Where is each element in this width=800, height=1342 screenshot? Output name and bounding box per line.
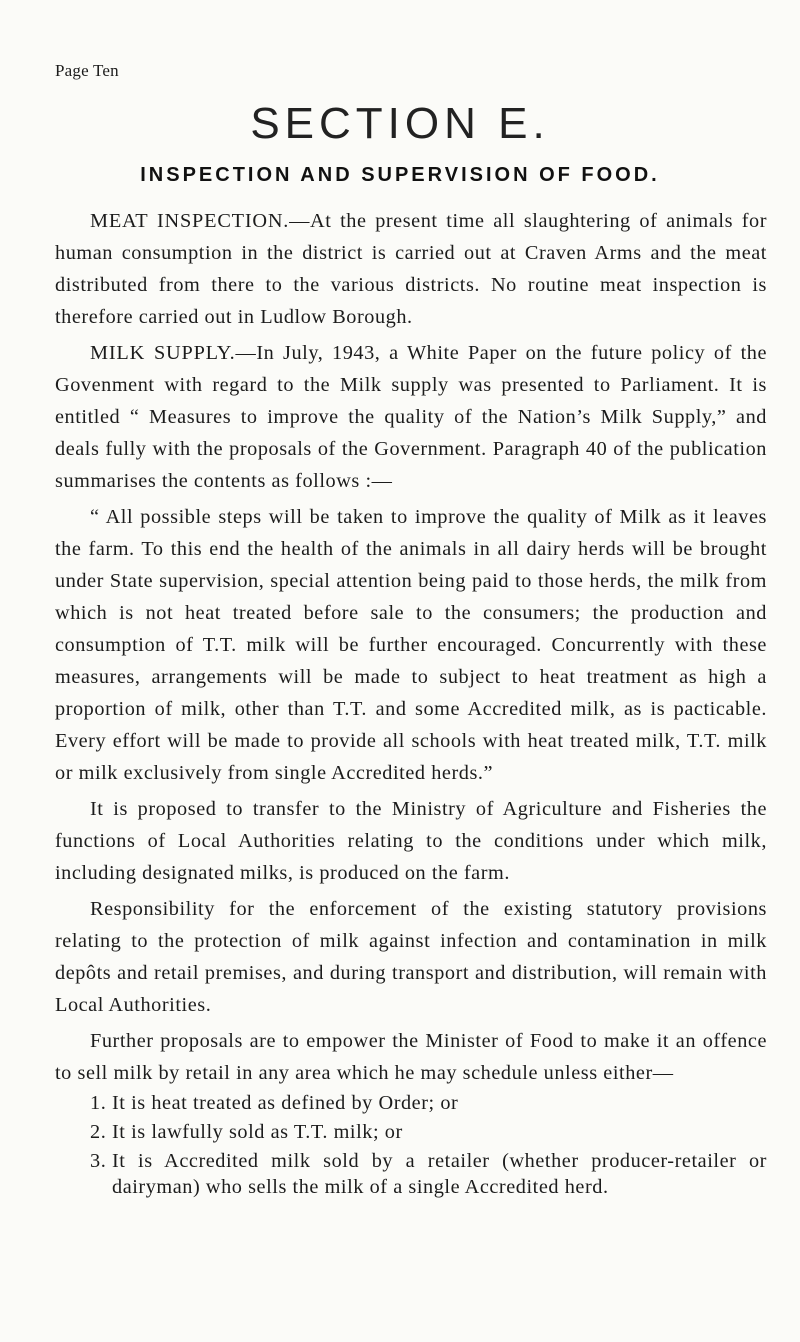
list-item [55,1119,767,1145]
list-item [55,1090,767,1116]
list-item-number: 1. [90,1092,107,1114]
meat-inspection-text: —At the present time all slaughtering of animals for human consumption in the district is carried out at Craven Arms and the meat distributed from there to the various districts. No routine meat inspection is therefore carried out in Ludlow Borough. [55,210,767,328]
section-subtitle: INSPECTION AND SUPERVISION OF FOOD. [140,164,660,186]
section-title: SECTION E. [250,99,550,148]
paragraph-transfer: It is proposed to transfer to the Ministry of Agriculture and Fisheries the functions of Local Authorities relating to the conditions under which milk, including designated milks, is produced on the farm. [55,798,767,884]
paragraph-meat-inspection [55,205,767,333]
list-item-number: 3. [90,1150,107,1172]
list-item-number: 2. [90,1121,107,1143]
list-item [55,1148,767,1200]
meat-inspection-heading: MEAT INSPECTION. [90,210,290,232]
paragraph-milk-supply [55,337,767,497]
list-item-text: It is Accredited milk sold by a retailer (whether producer-retailer or dairyman) who sells the milk of a single Accredited herd. [112,1150,767,1198]
page-number: Page Ten [55,61,119,80]
paragraph-further-proposals: Further proposals are to empower the Minister of Food to make it an offence to sell milk by retail in any area which he may schedule unless either— [55,1030,767,1084]
list-item-text: It is heat treated as defined by Order; or [112,1092,459,1114]
list-item-text: It is lawfully sold as T.T. milk; or [112,1121,403,1143]
body-text [55,205,767,1203]
milk-supply-text: —In July, 1943, a White Paper on the future policy of the Govenment with regard to the Milk supply was presented to Parliament. It is entitled “ Measures to improve the quality of the Nation’s Milk Supply,” and deals fully with the proposals of the Government. Paragraph 40 of the publication summarises the contents as follows :— [55,342,767,492]
paragraph-responsibility: Responsibility for the enforcement of the existing statutory provisions relating to the protection of milk against infection and contamination in milk depôts and retail premises, and during transport and distribution, will remain with Local Authorities. [55,898,767,1016]
conditions-list [55,1090,767,1200]
paragraph-quotation: “ All possible steps will be taken to improve the quality of Milk as it leaves the farm. To this end the health of the animals in all dairy herds will be brought under State supervision, special attention being paid to those herds, the milk from which is not heat treated before sale to the consumers; the production and consumption of T.T. milk will be further encouraged. Concurrently with these measures, arrangements will be made to subject to heat treatment as high a proportion of milk, other than T.T. and some Accredited milk, as is pacticable. Every effort will be made to provide all schools with heat treated milk, T.T. milk or milk exclusively from single Accredited herds.” [55,506,767,784]
milk-supply-heading: MILK SUPPLY. [90,342,236,364]
